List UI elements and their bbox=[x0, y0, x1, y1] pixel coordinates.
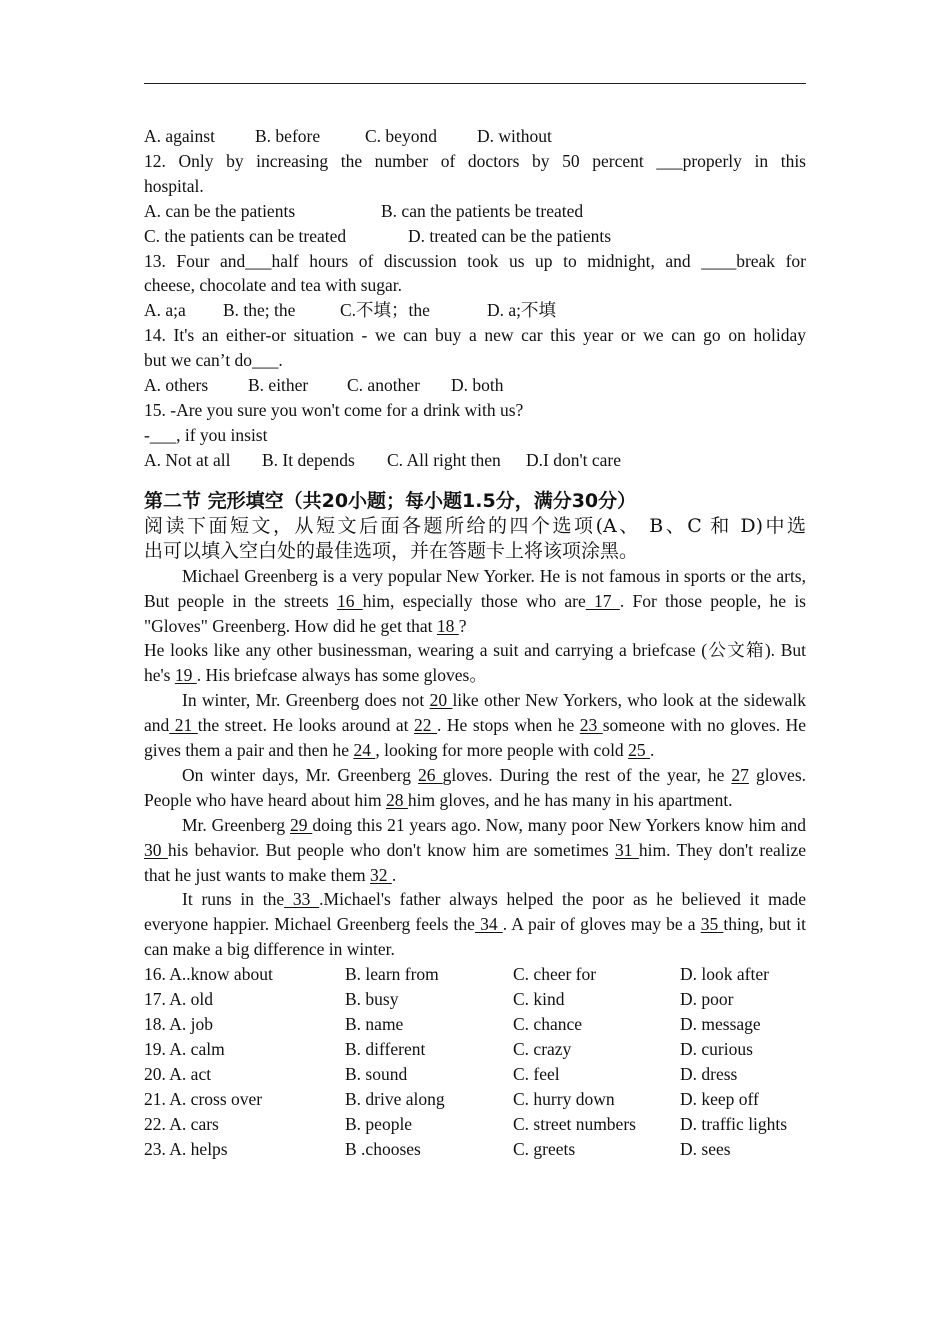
q13-text: 13. Four and bbox=[144, 250, 246, 271]
q13-text-mid: half hours of discussion took us up to midnight, and bbox=[271, 250, 702, 271]
option-c: C. feel bbox=[513, 1063, 560, 1084]
option-c: C. kind bbox=[513, 989, 565, 1010]
q14-option-c: C. another bbox=[347, 375, 420, 396]
option-b: B. people bbox=[345, 1113, 413, 1134]
q15-option-d: D.I don't care bbox=[526, 449, 621, 470]
option-a: 21. A. cross over bbox=[144, 1088, 263, 1109]
text: gloves. People who have heard about him bbox=[144, 764, 807, 810]
option-c: C. chance bbox=[513, 1014, 582, 1034]
option-d: D. look after bbox=[680, 964, 769, 985]
q13-text-end: break for bbox=[736, 250, 806, 271]
section-instruction-1: 阅读下面短文，从短文后面各题所给的四个选项(A、 B、C 和 D)中选 bbox=[144, 514, 806, 537]
q15-dash: - bbox=[144, 424, 150, 445]
blank-19: 19 bbox=[174, 665, 197, 686]
option-c: C. hurry down bbox=[513, 1088, 615, 1109]
q12-options-cd bbox=[144, 224, 806, 249]
text: Mr. Greenberg bbox=[182, 814, 290, 835]
q15-option-c: C. All right then bbox=[387, 449, 501, 470]
options-row-21 bbox=[144, 1087, 806, 1112]
q14-text-end: . bbox=[278, 350, 283, 371]
passage-paragraph-5 bbox=[144, 813, 806, 888]
option-c: C. greets bbox=[513, 1138, 576, 1159]
text: the street. He looks around at bbox=[197, 715, 415, 736]
text: ? bbox=[458, 615, 467, 636]
options-row-17 bbox=[144, 987, 806, 1012]
option-a: 22. A. cars bbox=[144, 1113, 219, 1134]
text: like other New Yorkers, who look at the sidewalk and bbox=[144, 690, 806, 736]
text: Michael Greenberg is a very popular New Yorker. He is not famous in sports or the arts, But people in the streets bbox=[144, 565, 806, 611]
option-b: B. learn from bbox=[345, 964, 439, 985]
text: In winter, Mr. Greenberg does not bbox=[182, 690, 430, 711]
passage-paragraph-2 bbox=[144, 638, 806, 688]
q12-option-c: C. the patients can be treated bbox=[144, 225, 347, 246]
q13-stem-cont: cheese, chocolate and tea with sugar. bbox=[144, 275, 403, 296]
q14-option-d: D. both bbox=[451, 375, 504, 396]
option-c: C. street numbers bbox=[513, 1113, 636, 1134]
option-d: D. traffic lights bbox=[680, 1113, 788, 1134]
q14-option-b: B. either bbox=[248, 375, 309, 396]
option-c: C. cheer for bbox=[513, 964, 597, 985]
option-d: D. poor bbox=[680, 989, 734, 1010]
q13-option-b: B. the; the bbox=[223, 300, 296, 321]
passage-paragraph-4 bbox=[144, 763, 806, 813]
text: . A pair of gloves may be a bbox=[502, 914, 701, 935]
blank-35: 35 bbox=[700, 914, 724, 935]
option-b: B. busy bbox=[345, 989, 399, 1010]
q12-options-ab bbox=[144, 199, 806, 224]
q12-option-a: A. can be the patients bbox=[144, 200, 296, 221]
option-b: B. different bbox=[345, 1038, 426, 1059]
header-rule bbox=[144, 83, 806, 84]
q11-option-d: D. without bbox=[477, 126, 552, 146]
q15-option-a: A. Not at all bbox=[144, 449, 231, 470]
option-d: D. curious bbox=[680, 1038, 753, 1059]
blank-21: 21 bbox=[169, 715, 198, 736]
passage-paragraph-6 bbox=[144, 887, 806, 962]
text: thing, but it can make a big difference in winter. bbox=[144, 914, 807, 960]
q13-option-a: A. a;a bbox=[144, 300, 186, 321]
blank-25: 25 bbox=[628, 740, 650, 761]
passage-paragraph-3 bbox=[144, 688, 806, 763]
text: . bbox=[649, 740, 655, 761]
option-a: 18. A. job bbox=[144, 1014, 214, 1034]
text: doing this 21 years ago. Now, many poor New Yorkers know him and bbox=[312, 814, 807, 835]
q13-option-c: C.不填；the bbox=[340, 300, 430, 321]
q12-text: 12. Only by increasing the number of doctors by 50 percent bbox=[144, 150, 657, 171]
q14-option-a: A. others bbox=[144, 375, 209, 396]
options-row-20 bbox=[144, 1062, 806, 1087]
text: It runs in the bbox=[182, 889, 285, 910]
q15-option-b: B. It depends bbox=[262, 449, 355, 470]
q15-text-end: , if you insist bbox=[176, 424, 268, 445]
blank-29: 29 bbox=[289, 814, 313, 835]
options-table bbox=[144, 962, 806, 1161]
blank-27: 27 bbox=[731, 764, 749, 785]
q12-option-d: D. treated can be the patients bbox=[408, 225, 612, 246]
blank-33: 33 bbox=[284, 889, 320, 910]
q13-option-d: D. a;不填 bbox=[487, 300, 557, 321]
text: , looking for more people with cold bbox=[375, 740, 629, 761]
option-a: 20. A. act bbox=[144, 1063, 212, 1084]
document-body bbox=[144, 124, 806, 1161]
q13-blank-1: ___ bbox=[245, 250, 272, 271]
option-d: D. keep off bbox=[680, 1088, 759, 1109]
q14-stem-cont bbox=[144, 348, 806, 373]
text: He looks like any other businessman, wearing a suit and carrying a briefcase (公文箱). But he's bbox=[144, 640, 806, 686]
text: . He stops when he bbox=[437, 715, 580, 736]
blank-16: 16 bbox=[336, 590, 363, 611]
blank-28: 28 bbox=[386, 789, 408, 810]
text: him. They don't realize that he just wants to make them bbox=[144, 839, 806, 885]
q12-stem-cont: hospital. bbox=[144, 175, 204, 196]
option-b: B .chooses bbox=[345, 1138, 421, 1159]
blank-23: 23 bbox=[579, 715, 603, 736]
option-b: B. sound bbox=[345, 1063, 408, 1084]
q15-response bbox=[144, 423, 806, 448]
q11-option-c: C. beyond bbox=[365, 126, 437, 146]
options-row-23 bbox=[144, 1137, 806, 1162]
blank-24: 24 bbox=[353, 740, 376, 761]
q11-options bbox=[144, 124, 806, 149]
blank-26: 26 bbox=[418, 764, 443, 785]
q14-text: but we can’t do bbox=[144, 350, 253, 371]
q12-stem bbox=[144, 149, 806, 174]
text: . His briefcase always has some gloves。 bbox=[196, 665, 487, 686]
q11-option-a: A. against bbox=[144, 126, 215, 146]
q13-stem bbox=[144, 249, 806, 274]
option-a: 23. A. helps bbox=[144, 1138, 228, 1159]
q15-options bbox=[144, 448, 806, 473]
section-instruction-2: 出可以填入空白处的最佳选项，并在答题卡上将该项涂黑。 bbox=[144, 539, 639, 562]
q12-option-b: B. can the patients be treated bbox=[381, 200, 584, 221]
q12-blank: ___ bbox=[656, 150, 683, 171]
option-d: D. sees bbox=[680, 1138, 731, 1159]
text: . bbox=[391, 864, 397, 885]
blank-18: 18 bbox=[436, 615, 459, 636]
text: On winter days, Mr. Greenberg bbox=[182, 764, 419, 785]
text: gloves. During the rest of the year, he bbox=[442, 764, 732, 785]
option-a: 17. A. old bbox=[144, 989, 214, 1010]
option-d: D. message bbox=[680, 1014, 761, 1034]
option-b: B. drive along bbox=[345, 1088, 445, 1109]
q13-options bbox=[144, 298, 806, 323]
q15-stem: 15. -Are you sure you won't come for a drink with us? bbox=[144, 399, 524, 420]
option-a: 16. A..know about bbox=[144, 964, 273, 985]
blank-30: 30 bbox=[144, 839, 168, 860]
options-row-22 bbox=[144, 1112, 806, 1137]
q14-blank: ___ bbox=[252, 350, 279, 371]
blank-31: 31 bbox=[615, 839, 639, 860]
q15-blank: ___ bbox=[149, 424, 177, 445]
blank-17: 17 bbox=[585, 590, 620, 611]
text: .Michael's father always helped the poor as he believed it made everyone happier. Michael Greenberg feels the bbox=[144, 889, 807, 935]
options-row-19 bbox=[144, 1037, 806, 1062]
blank-20: 20 bbox=[429, 690, 453, 711]
q13-blank-2: ____ bbox=[701, 250, 737, 271]
text: . For those people, he is "Gloves" Greenberg. How did he get that bbox=[144, 590, 806, 636]
text: his behavior. But people who don't know him are sometimes bbox=[167, 839, 615, 860]
q14-stem: 14. It's an either-or situation - we can buy a new car this year or we can go on holiday bbox=[144, 325, 806, 346]
option-d: D. dress bbox=[680, 1063, 738, 1084]
blank-22: 22 bbox=[414, 715, 438, 736]
q12-text-end: properly in this bbox=[682, 150, 806, 171]
passage-paragraph-1 bbox=[144, 564, 806, 639]
option-a: 19. A. calm bbox=[144, 1038, 225, 1059]
q14-options bbox=[144, 373, 806, 398]
text: him gloves, and he has many in his apartment. bbox=[407, 789, 733, 810]
option-b: B. name bbox=[345, 1014, 404, 1034]
text: someone with no gloves. He gives them a pair and then he bbox=[144, 715, 807, 761]
options-row-16 bbox=[144, 962, 806, 987]
blank-34: 34 bbox=[474, 914, 503, 935]
text: him, especially those who are bbox=[362, 590, 586, 611]
blank-32: 32 bbox=[370, 864, 392, 885]
option-c: C. crazy bbox=[513, 1038, 572, 1059]
options-row-18 bbox=[144, 1012, 806, 1037]
q11-option-b: B. before bbox=[255, 126, 321, 146]
section-heading: 第二节 完形填空（共20小题；每小题1.5分，满分30分） bbox=[144, 489, 637, 512]
